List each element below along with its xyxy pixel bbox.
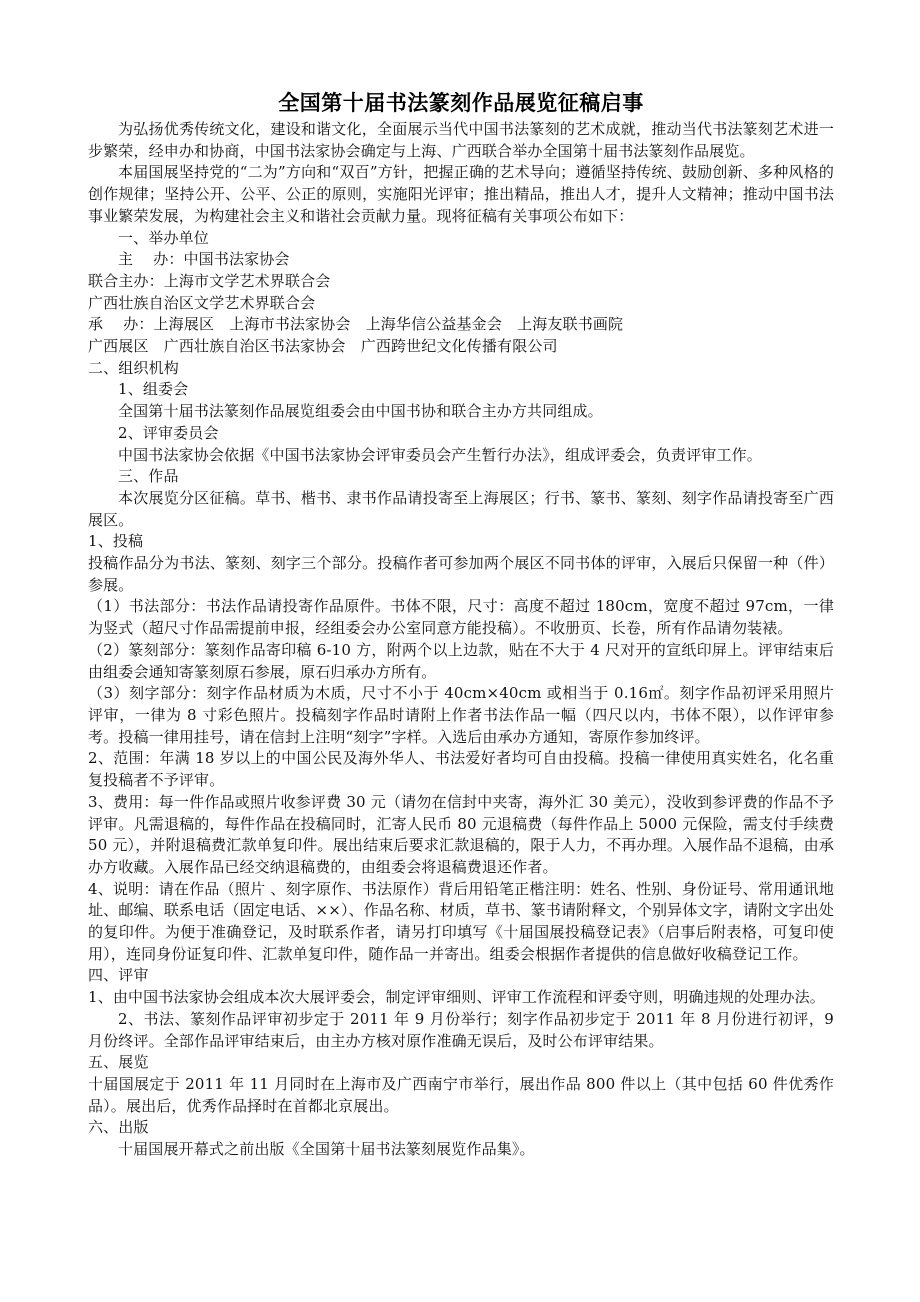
paragraph: 六、出版 bbox=[88, 1118, 149, 1137]
paragraph: 二、组织机构 bbox=[88, 358, 179, 377]
paragraph: 中国书法家协会依据《中国书法家协会评审委员会产生暂行办法》，组成评委会，负责评审工作。 bbox=[118, 445, 762, 464]
paragraph: 1、由中国书法家协会组成本次大展评委会，制定评审细则、评审工作流程和评委守则，明确违规的处理办法。 bbox=[88, 988, 825, 1007]
paragraph: 主 办：中国书法家协会 bbox=[118, 250, 290, 269]
paragraph: （2）篆刻部分：篆刻作品寄印稿 6-10 方，附两个以上边款，贴在不大于 4 尺对开的宣纸印屏上。评审结束后由组委会通知寄篆刻原石参展，原石归承办方所有。 bbox=[88, 640, 834, 681]
paragraph: 十届国展开幕式之前出版《全国第十届书法篆刻展览作品集》。 bbox=[118, 1140, 535, 1159]
paragraph: 四、评审 bbox=[88, 966, 149, 985]
paragraph: 广西壮族自治区文学艺术界联合会 bbox=[88, 293, 316, 312]
paragraph: （1）书法部分：书法作品请投寄作品原件。书体不限，尺寸：高度不超过 180cm，宽度不超过 97cm，一律为竖式（超尺寸作品需提前申报，经组委会办公室同意方能投稿）。不收册页、长卷，所有作品请勿装裱。 bbox=[88, 597, 834, 638]
paragraph: 本届国展坚持党的“二为”方向和“双百”方针，把握正确的艺术导向；遵循坚持传统、鼓励创新、多种风格的创作规律；坚持公开、公平、公正的原则，实施阳光评审；推出精品，推出人才，提升人文精神；推动中国书法事业繁荣发展，为构建社会主义和谐社会贡献力量。现将征稿有关事项公布如下： bbox=[88, 163, 834, 225]
paragraph: （3）刻字部分：刻字作品材质为木质，尺寸不小于 40cm×40cm 或相当于 0.16㎡。刻字作品初评采用照片评审，一律为 8 寸彩色照片。投稿刻字作品时请附上作者书法作品一幅（四尺以内，书体不限），以作评审参考。投稿一律用挂号，请在信封上注明“刻字”字样。入选后由承办方通知，寄原作参加终评。 bbox=[88, 684, 834, 746]
paragraph: 三、作品 bbox=[118, 467, 179, 486]
paragraph: 投稿作品分为书法、篆刻、刻字三个部分。投稿作者可参加两个展区不同书体的评审，入展后只保留一种（件）参展。 bbox=[88, 554, 834, 594]
document-body bbox=[88, 119, 834, 1161]
paragraph: 全国第十届书法篆刻作品展览组委会由中国书协和联合主办方共同组成。 bbox=[118, 402, 603, 421]
document-title: 全国第十届书法篆刻作品展览征稿启事 bbox=[278, 91, 644, 115]
paragraph: 为弘扬优秀传统文化，建设和谐文化，全面展示当代中国书法篆刻的艺术成就，推动当代书法篆刻艺术进一步繁荣，经申办和协商，中国书法家协会确定与上海、广西联合举办全国第十届书法篆刻作品展览。 bbox=[88, 120, 834, 160]
paragraph: 2、书法、篆刻作品评审初步定于 2011 年 9 月份举行；刻字作品初步定于 2011 年 8 月份进行初评，9 月份终评。全部作品评审结束后，由主办方核对原作准确无误后，及时公布评审结果。 bbox=[88, 1009, 834, 1050]
paragraph: 4、说明：请在作品（照片 、刻字原作、书法原作）背后用铅笔正楷注明：姓名、性别、身份证号、常用通讯地址、邮编、联系电话（固定电话、××）、作品名称、材质，草书、篆书请附释文，个别异体文字，请附文字出处的复印件。为便于准确登记，及时联系作者，请另打印填写《十届国展投稿登记表》（启事后附表格，可复印使用），连同身份证复印件、汇款单复印件，随作品一并寄出。组委会根据作者提供的信息做好收稿登记工作。 bbox=[88, 879, 834, 963]
paragraph: 五、展览 bbox=[88, 1053, 149, 1072]
paragraph: 2、范围：年满 18 岁以上的中国公民及海外华人、书法爱好者均可自由投稿。投稿一律使用真实姓名，化名重复投稿者不予评审。 bbox=[88, 749, 834, 790]
paragraph: 一、举办单位 bbox=[118, 228, 209, 247]
document-page bbox=[88, 88, 834, 1161]
paragraph: 2、评审委员会 bbox=[118, 423, 219, 442]
paragraph: 3、费用：每一件作品或照片收参评费 30 元（请勿在信封中夹寄，海外汇 30 美元），没收到参评费的作品不予评审。凡需退稿的，每件作品在投稿同时，汇寄人民币 80 元退稿费（每件作品上 5000 元保险，需支付手续费 50 元），并附退稿费汇款单复印件。展出结束后要求汇款退稿的，限于人力，不再办理。入展作品不退稿，由承办方收藏。入展作品已经交纳退稿费的，由组委会将退稿费退还作者。 bbox=[88, 792, 834, 876]
paragraph: 本次展览分区征稿。草书、楷书、隶书作品请投寄至上海展区；行书、篆书、篆刻、刻字作品请投寄至广西展区。 bbox=[88, 488, 834, 529]
paragraph: 1、组委会 bbox=[118, 380, 189, 399]
paragraph: 广西展区 广西壮族自治区书法家协会 广西跨世纪文化传播有限公司 bbox=[88, 337, 558, 356]
paragraph: 1、投稿 bbox=[88, 532, 144, 551]
paragraph: 联合主办：上海市文学艺术界联合会 bbox=[88, 271, 331, 290]
paragraph: 十届国展定于 2011 年 11 月同时在上海市及广西南宁市举行，展出作品 800 件以上（其中包括 60 件优秀作品）。展出后，优秀作品择时在首都北京展出。 bbox=[88, 1074, 834, 1115]
paragraph: 承 办：上海展区 上海市书法家协会 上海华信公益基金会 上海友联书画院 bbox=[88, 315, 624, 334]
